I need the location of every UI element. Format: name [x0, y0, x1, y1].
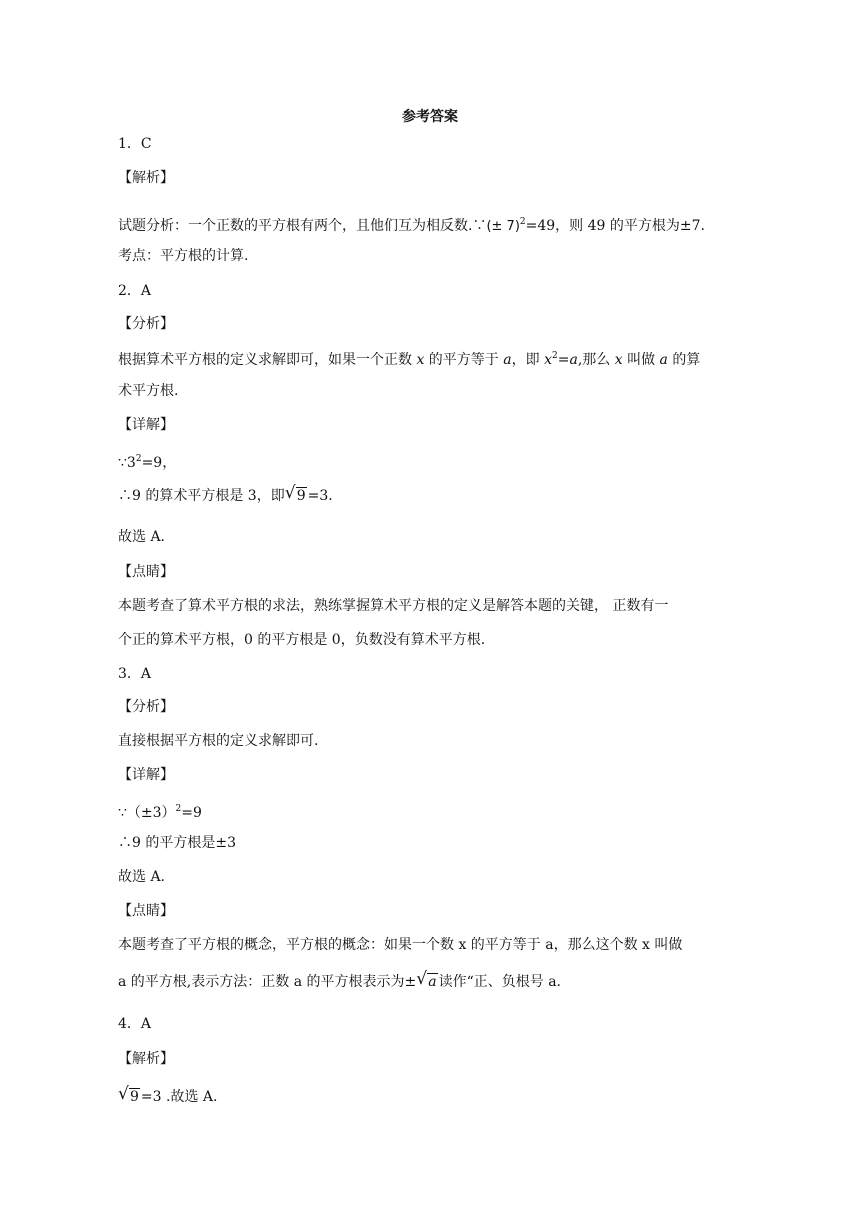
- q2-dianjing-line2: 个正的算术平方根，0 的平方根是 0，负数没有算术平方根.: [118, 632, 486, 648]
- q3-dianjing-line1: 本题考查了平方根的概念，平方根的概念：如果一个数 x 的平方等于 a，那么这个数 x 叫做: [118, 937, 683, 953]
- q3-answer: 3．A: [118, 666, 152, 682]
- q2-tag-xiangjie: 【详解】: [118, 417, 174, 433]
- q2-answer: 2．A: [118, 283, 152, 299]
- q2-step2: ∴9 的算术平方根是 3，即 √ 9 =3.: [118, 483, 333, 504]
- q2-dianjing-line1: 本题考查了算术平方根的求法，熟练掌握算术平方根的定义是解答本题的关键， 正数有一: [118, 598, 669, 614]
- q3-fenxi: 直接根据平方根的定义求解即可.: [118, 733, 319, 749]
- q2-choice: 故选 A.: [118, 529, 166, 545]
- q3-tag-dianjing: 【点睛】: [118, 903, 174, 919]
- q1-analysis: 试题分析：一个正数的平方根有两个，且他们互为相反数.∵(± 7)$^2$=49，则 49 的平方根为±7.: [118, 217, 705, 234]
- q2-step1: $\because 3^2=9$，: [118, 454, 177, 471]
- q1-answer: 1．C: [118, 136, 152, 152]
- q4-solution: √ 9 =3 .故选 A.: [118, 1084, 218, 1105]
- q2-tag-dianjing: 【点睛】: [118, 564, 174, 580]
- q3-step2: ∴9 的平方根是±3: [118, 835, 236, 851]
- sqrt-symbol: √ 9: [284, 483, 306, 504]
- sqrt-symbol: √ 9: [118, 1084, 139, 1105]
- q2-fenxi-line1: 根据算术平方根的定义求解即可，如果一个正数 x 的平方等于 a，即 $x^2=a$,那么 x 叫做 a 的算: [118, 351, 701, 368]
- q1-kaodian: 考点：平方根的计算.: [118, 248, 249, 264]
- q3-choice: 故选 A.: [118, 869, 166, 885]
- q4-tag-jiexi: 【解析】: [118, 1051, 174, 1067]
- q3-step1: $\because(\pm 3)^2=9$: [118, 804, 202, 821]
- sqrt-symbol: √ a: [416, 969, 437, 990]
- q4-answer: 4．A: [118, 1016, 152, 1032]
- q2-fenxi-line2: 术平方根.: [118, 383, 179, 399]
- page-title: 参考答案: [402, 109, 458, 125]
- q1-tag-jiexi: 【解析】: [118, 170, 174, 186]
- q3-tag-xiangjie: 【详解】: [118, 767, 174, 783]
- q3-tag-fenxi: 【分析】: [118, 699, 174, 715]
- q3-dianjing-line2: a 的平方根,表示方法：正数 a 的平方根表示为± √ a 读作“正、负根号 a.: [118, 969, 561, 990]
- q2-tag-fenxi: 【分析】: [118, 316, 174, 332]
